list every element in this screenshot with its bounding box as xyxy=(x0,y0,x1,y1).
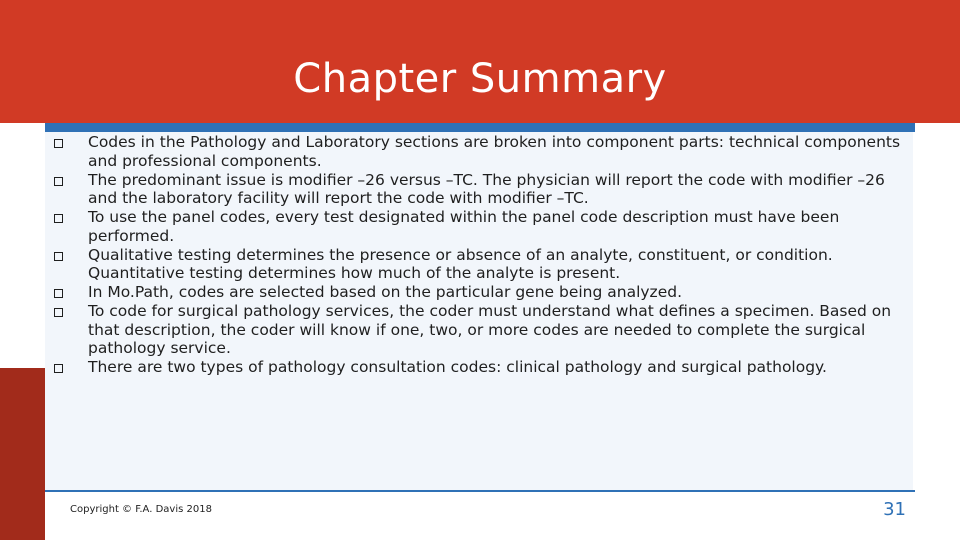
right-margin xyxy=(913,132,960,490)
hollow-square-bullet-icon xyxy=(54,214,63,223)
bullet-item xyxy=(45,283,915,302)
hollow-square-bullet-icon xyxy=(54,308,63,317)
hollow-square-bullet-icon xyxy=(54,177,63,186)
bullet-item xyxy=(45,246,915,283)
bullet-text: Codes in the Pathology and Laboratory sections are broken into component parts: technical components and professional components. xyxy=(88,133,901,170)
hollow-square-bullet-icon xyxy=(54,139,63,148)
bullet-item xyxy=(45,358,915,377)
bullet-text: There are two types of pathology consultation codes: clinical pathology and surgical pathology. xyxy=(88,358,827,376)
bullet-text: The predominant issue is modifier –26 versus –TC. The physician will report the code with modifier –26 and the laboratory facility will report the code with modifier –TC. xyxy=(88,170,885,207)
hollow-square-bullet-icon xyxy=(54,252,63,261)
copyright-notice: Copyright © F.A. Davis 2018 xyxy=(70,504,212,515)
bottom-blue-rule xyxy=(45,490,915,492)
left-accent-block xyxy=(0,368,45,540)
hollow-square-bullet-icon xyxy=(54,364,63,373)
left-margin-spacer xyxy=(0,123,45,368)
bullet-item xyxy=(45,171,915,208)
top-blue-rule xyxy=(45,123,915,132)
bullet-item xyxy=(45,302,915,358)
hollow-square-bullet-icon xyxy=(54,289,63,298)
slide-title: Chapter Summary xyxy=(293,56,667,102)
page-number: 31 xyxy=(883,499,906,520)
bullet-text: In Mo.Path, codes are selected based on the particular gene being analyzed. xyxy=(88,283,682,301)
bullet-text: Qualitative testing determines the presence or absence of an analyte, constituent, or condition. Quantitative testing determines how much of the analyte is present. xyxy=(88,245,833,282)
bullet-text: To code for surgical pathology services, the coder must understand what defines a specimen. Based on that description, the coder will know if one, two, or more codes are needed to complete the surgical pathology service. xyxy=(88,302,892,357)
bullet-item xyxy=(45,133,915,170)
bullet-text: To use the panel codes, every test designated within the panel code description must have been performed. xyxy=(88,208,840,245)
summary-bullet-list xyxy=(45,133,915,377)
bullet-item xyxy=(45,208,915,245)
